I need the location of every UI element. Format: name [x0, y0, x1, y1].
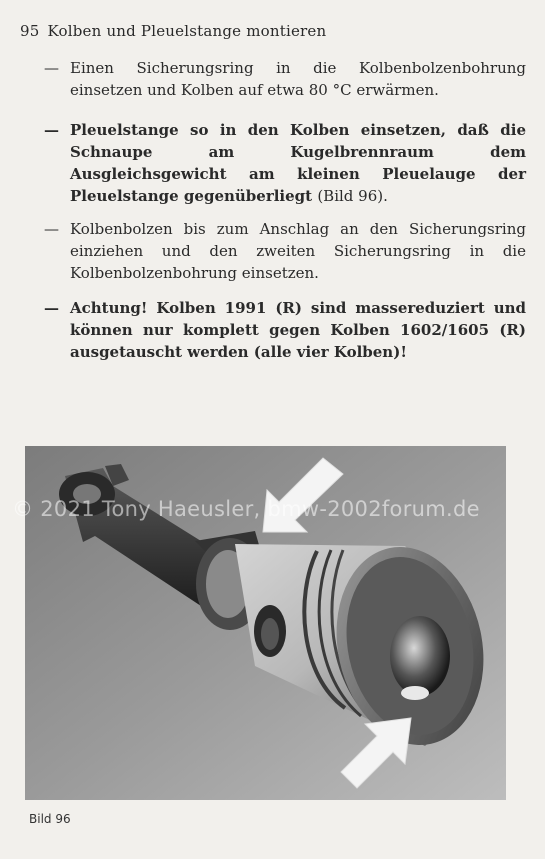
section-title: Kolben und Pleuelstange montieren [47, 22, 327, 40]
instruction-step-2 [44, 119, 526, 207]
warning-text: Achtung! Kolben 1991 (R) sind massereduziert und können nur komplett gegen Kolben 1602/1605 (R) ausgetauscht werden (alle vier Kolben)! [70, 299, 526, 361]
section-number: 95 [20, 22, 40, 40]
instruction-step-3 [44, 218, 526, 284]
figure-caption: Bild 96 [29, 812, 71, 826]
figure-reference: (Bild 96). [317, 187, 388, 205]
section-heading [20, 22, 326, 40]
step-text-container [70, 119, 526, 207]
warning-note [44, 297, 526, 363]
step-text: Pleuelstange so in den Kolben einsetzen, daß die Schnaupe am Kugelbrennraum dem Ausgleichsgewicht am kleinen Pleuelauge der Pleuelstange gegenüberliegt [70, 121, 526, 205]
step-text: Kolbenbolzen bis zum Anschlag an den Sicherungsring einziehen und den zweiten Sicherungsring in die Kolbenbolzenbohrung einsetzen. [70, 220, 526, 282]
step-text: Einen Sicherungsring in die Kolbenbolzenbohrung einsetzen und Kolben auf etwa 80 °C erwärmen. [70, 59, 526, 99]
instruction-step-1 [44, 57, 526, 101]
copyright-watermark: © 2021 Tony Haeusler, bmw-2002forum.de [12, 497, 480, 521]
step-dash: — [44, 59, 59, 77]
step-dash: — [44, 121, 59, 139]
step-dash: — [44, 220, 59, 238]
step-dash: — [44, 299, 59, 317]
